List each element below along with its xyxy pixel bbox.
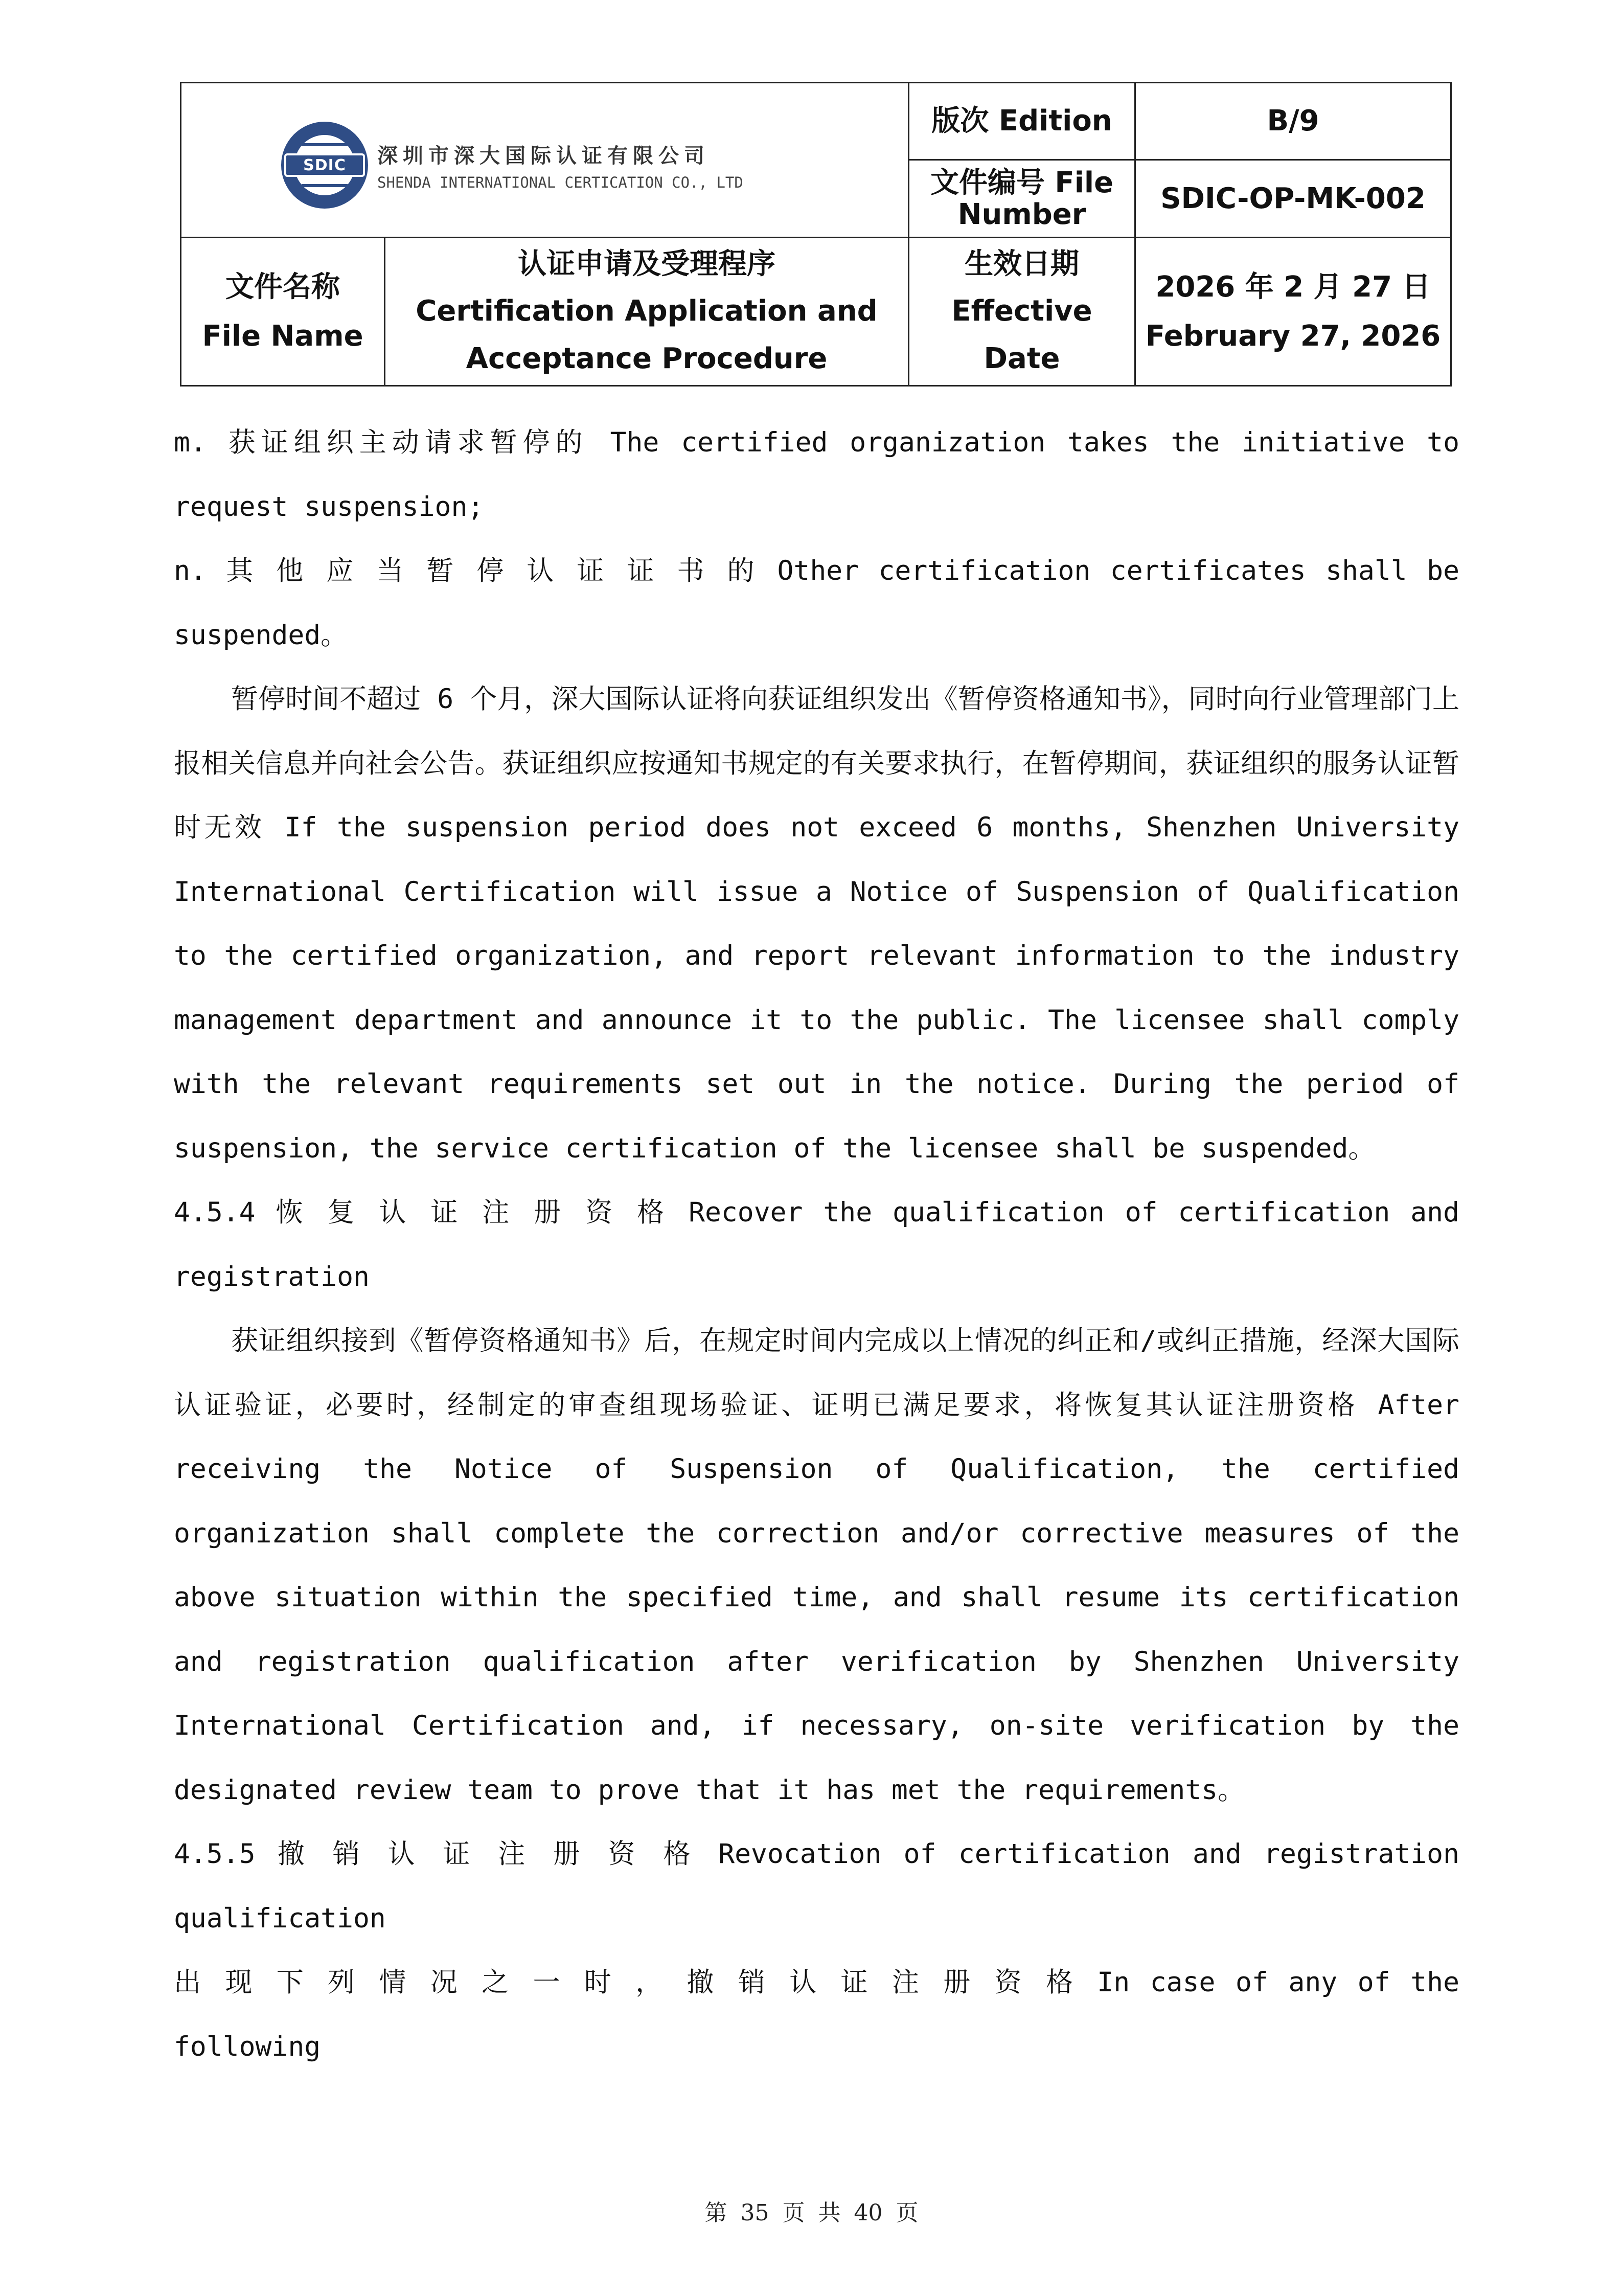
effective-date-en: February 27, 2026 [1145, 319, 1441, 353]
company-logo-cell [181, 83, 909, 237]
revocation-intro: 出 现 下 列 情 况 之 一 时 ， 撤 销 认 证 注 册 资 格 In case of any of the following [174, 1967, 1459, 2062]
file-number-value-text: SDIC-OP-MK-002 [1160, 181, 1426, 215]
effective-date-label [909, 238, 1134, 385]
file-name-en-line2: Acceptance Procedure [466, 342, 828, 375]
clause-m: m. 获证组织主动请求暂停的 The certified organization takes the initiative to request suspension; [174, 427, 1459, 522]
effective-date-cn: 2026 年 2 月 27 日 [1155, 270, 1431, 304]
document-body [174, 411, 1459, 2079]
file-number-label-line2: Number [957, 197, 1086, 231]
edition-value [1136, 83, 1450, 159]
file-name-label-line2: File Name [202, 319, 363, 353]
file-name-label [181, 238, 384, 385]
company-name-cn: 深圳市深大国际认证有限公司 [377, 144, 710, 168]
clause-n: n. 其 他 应 当 暂 停 认 证 证 书 的 Other certification certificates shall be suspended。 [174, 555, 1459, 651]
edition-label-text: 版次 Edition [931, 104, 1112, 138]
section-4-5-5-heading: 4.5.5 撤 销 认 证 注 册 资 格 Revocation of certification and registration qualification [174, 1838, 1459, 1934]
company-logo [281, 122, 743, 209]
effective-label-line3: Date [984, 342, 1060, 375]
file-number-value [1136, 161, 1450, 237]
edition-value-text: B/9 [1267, 104, 1319, 138]
company-name-en: SHENDA INTERNATIONAL CERTICATION CO., LTD [377, 173, 743, 191]
effective-date-value [1136, 238, 1450, 385]
file-name-label-line1: 文件名称 [225, 270, 340, 304]
document-header-table [180, 82, 1452, 387]
page-number: 第 35 页 共 40 页 [704, 2200, 919, 2226]
suspension-paragraph: 暂停时间不超过 6 个月，深大国际认证将向获证组织发出《暂停资格通知书》，同时向行业管理部门上报相关信息并向社会公告。获证组织应按通知书规定的有关要求执行，在暂停期间，获证组织的服务认证暂时无效 If the suspension period does not exceed 6 months, Shenzhen University International Certification will issue a Notice of Suspension of Qualification to the certified organization, and report relevant information to the industry management department and announce it to the public. The licensee shall comply with the relevant requirements set out in the notice. During the period of suspension, the service certification of the licensee shall be suspended。 [174, 684, 1459, 1164]
effective-label-line1: 生效日期 [965, 247, 1079, 281]
file-number-label-line1: 文件编号 File [930, 166, 1114, 199]
sdic-logo-icon [281, 122, 368, 209]
file-name-en-line1: Certification Application and [416, 294, 878, 328]
section-4-5-4-heading: 4.5.4 恢 复 认 证 注 册 资 格 Recover the qualification of certification and registration [174, 1197, 1459, 1292]
edition-label [909, 83, 1134, 159]
file-name-cn: 认证申请及受理程序 [518, 247, 775, 281]
file-name-value [385, 238, 908, 385]
recovery-paragraph: 获证组织接到《暂停资格通知书》后，在规定时间内完成以上情况的纠正和/或纠正措施，经深大国际认证验证，必要时，经制定的审查组现场验证、证明已满足要求，将恢复其认证注册资格 After receiving the Notice of Suspension of Qualification, the certified organization shall complete the correction and/or corrective measures of the above situation within the specified time, and shall resume its certification and registration qualification after verification by Shenzhen University International Certification and, if necessary, on-site verification by the designated review team to prove that it has met the requirements。 [174, 1325, 1459, 1806]
file-number-label [909, 161, 1134, 237]
effective-label-line2: Effective [951, 294, 1092, 328]
logo-mark-text: SDIC [284, 153, 365, 177]
